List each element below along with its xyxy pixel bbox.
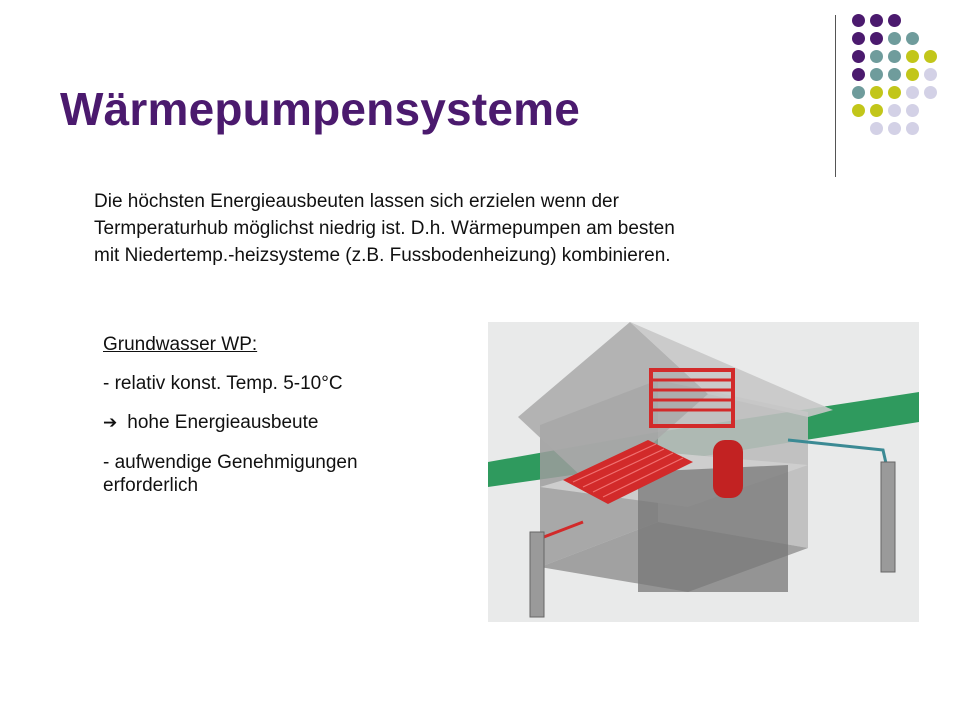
decorative-dot	[852, 50, 865, 63]
decorative-dot	[870, 86, 883, 99]
decorative-dot	[852, 86, 865, 99]
info-item-temperature: - relativ konst. Temp. 5-10°C	[103, 373, 343, 394]
slide-title: Wärmepumpensysteme	[60, 83, 580, 135]
decorative-dot	[870, 104, 883, 117]
borehole-right	[881, 462, 895, 572]
arrow-right-icon: ➔	[103, 413, 118, 433]
decorative-dot	[906, 122, 919, 135]
info-heading: Grundwasser WP:	[103, 334, 258, 355]
intro-paragraph	[94, 188, 854, 269]
heat-pump-house-illustration	[488, 322, 919, 622]
decorative-dot	[888, 122, 901, 135]
storage-tank	[713, 440, 743, 498]
borehole-left	[530, 532, 544, 617]
info-item-permits	[103, 451, 483, 497]
decorative-dot	[870, 14, 883, 27]
decorative-dot	[870, 122, 883, 135]
decorative-dot	[870, 68, 883, 81]
decorative-dot	[906, 104, 919, 117]
decorative-dot	[870, 50, 883, 63]
decorative-dot	[888, 32, 901, 45]
intro-line: Termperaturhub möglichst niedrig ist. D.h. Wärmepumpen am besten	[94, 218, 675, 239]
intro-line: mit Niedertemp.-heizsysteme (z.B. Fussbodenheizung) kombinieren.	[94, 245, 671, 266]
decorative-dot	[852, 104, 865, 117]
info-item-yield-text: hohe Energieausbeute	[127, 412, 319, 433]
info-item-permits-line: erforderlich	[103, 475, 199, 496]
decorative-dot	[906, 50, 919, 63]
decorative-dot	[906, 86, 919, 99]
vertical-divider	[835, 15, 836, 177]
decorative-dot	[888, 68, 901, 81]
decorative-dot-grid	[852, 14, 952, 159]
decorative-dot	[924, 68, 937, 81]
decorative-dot	[906, 32, 919, 45]
decorative-dot	[852, 32, 865, 45]
info-item-yield	[103, 411, 483, 435]
groundwater-info	[103, 333, 483, 513]
info-item-permits-line: - aufwendige Genehmigungen	[103, 452, 358, 473]
house-diagram-svg	[488, 322, 919, 622]
decorative-dot	[888, 50, 901, 63]
intro-line: Die höchsten Energieausbeuten lassen sich erzielen wenn der	[94, 191, 619, 212]
decorative-dot	[924, 50, 937, 63]
decorative-dot	[924, 86, 937, 99]
decorative-dot	[852, 14, 865, 27]
decorative-dot	[870, 32, 883, 45]
decorative-dot	[888, 14, 901, 27]
decorative-dot	[906, 68, 919, 81]
decorative-dot	[888, 104, 901, 117]
decorative-dot	[888, 86, 901, 99]
decorative-dot	[852, 68, 865, 81]
